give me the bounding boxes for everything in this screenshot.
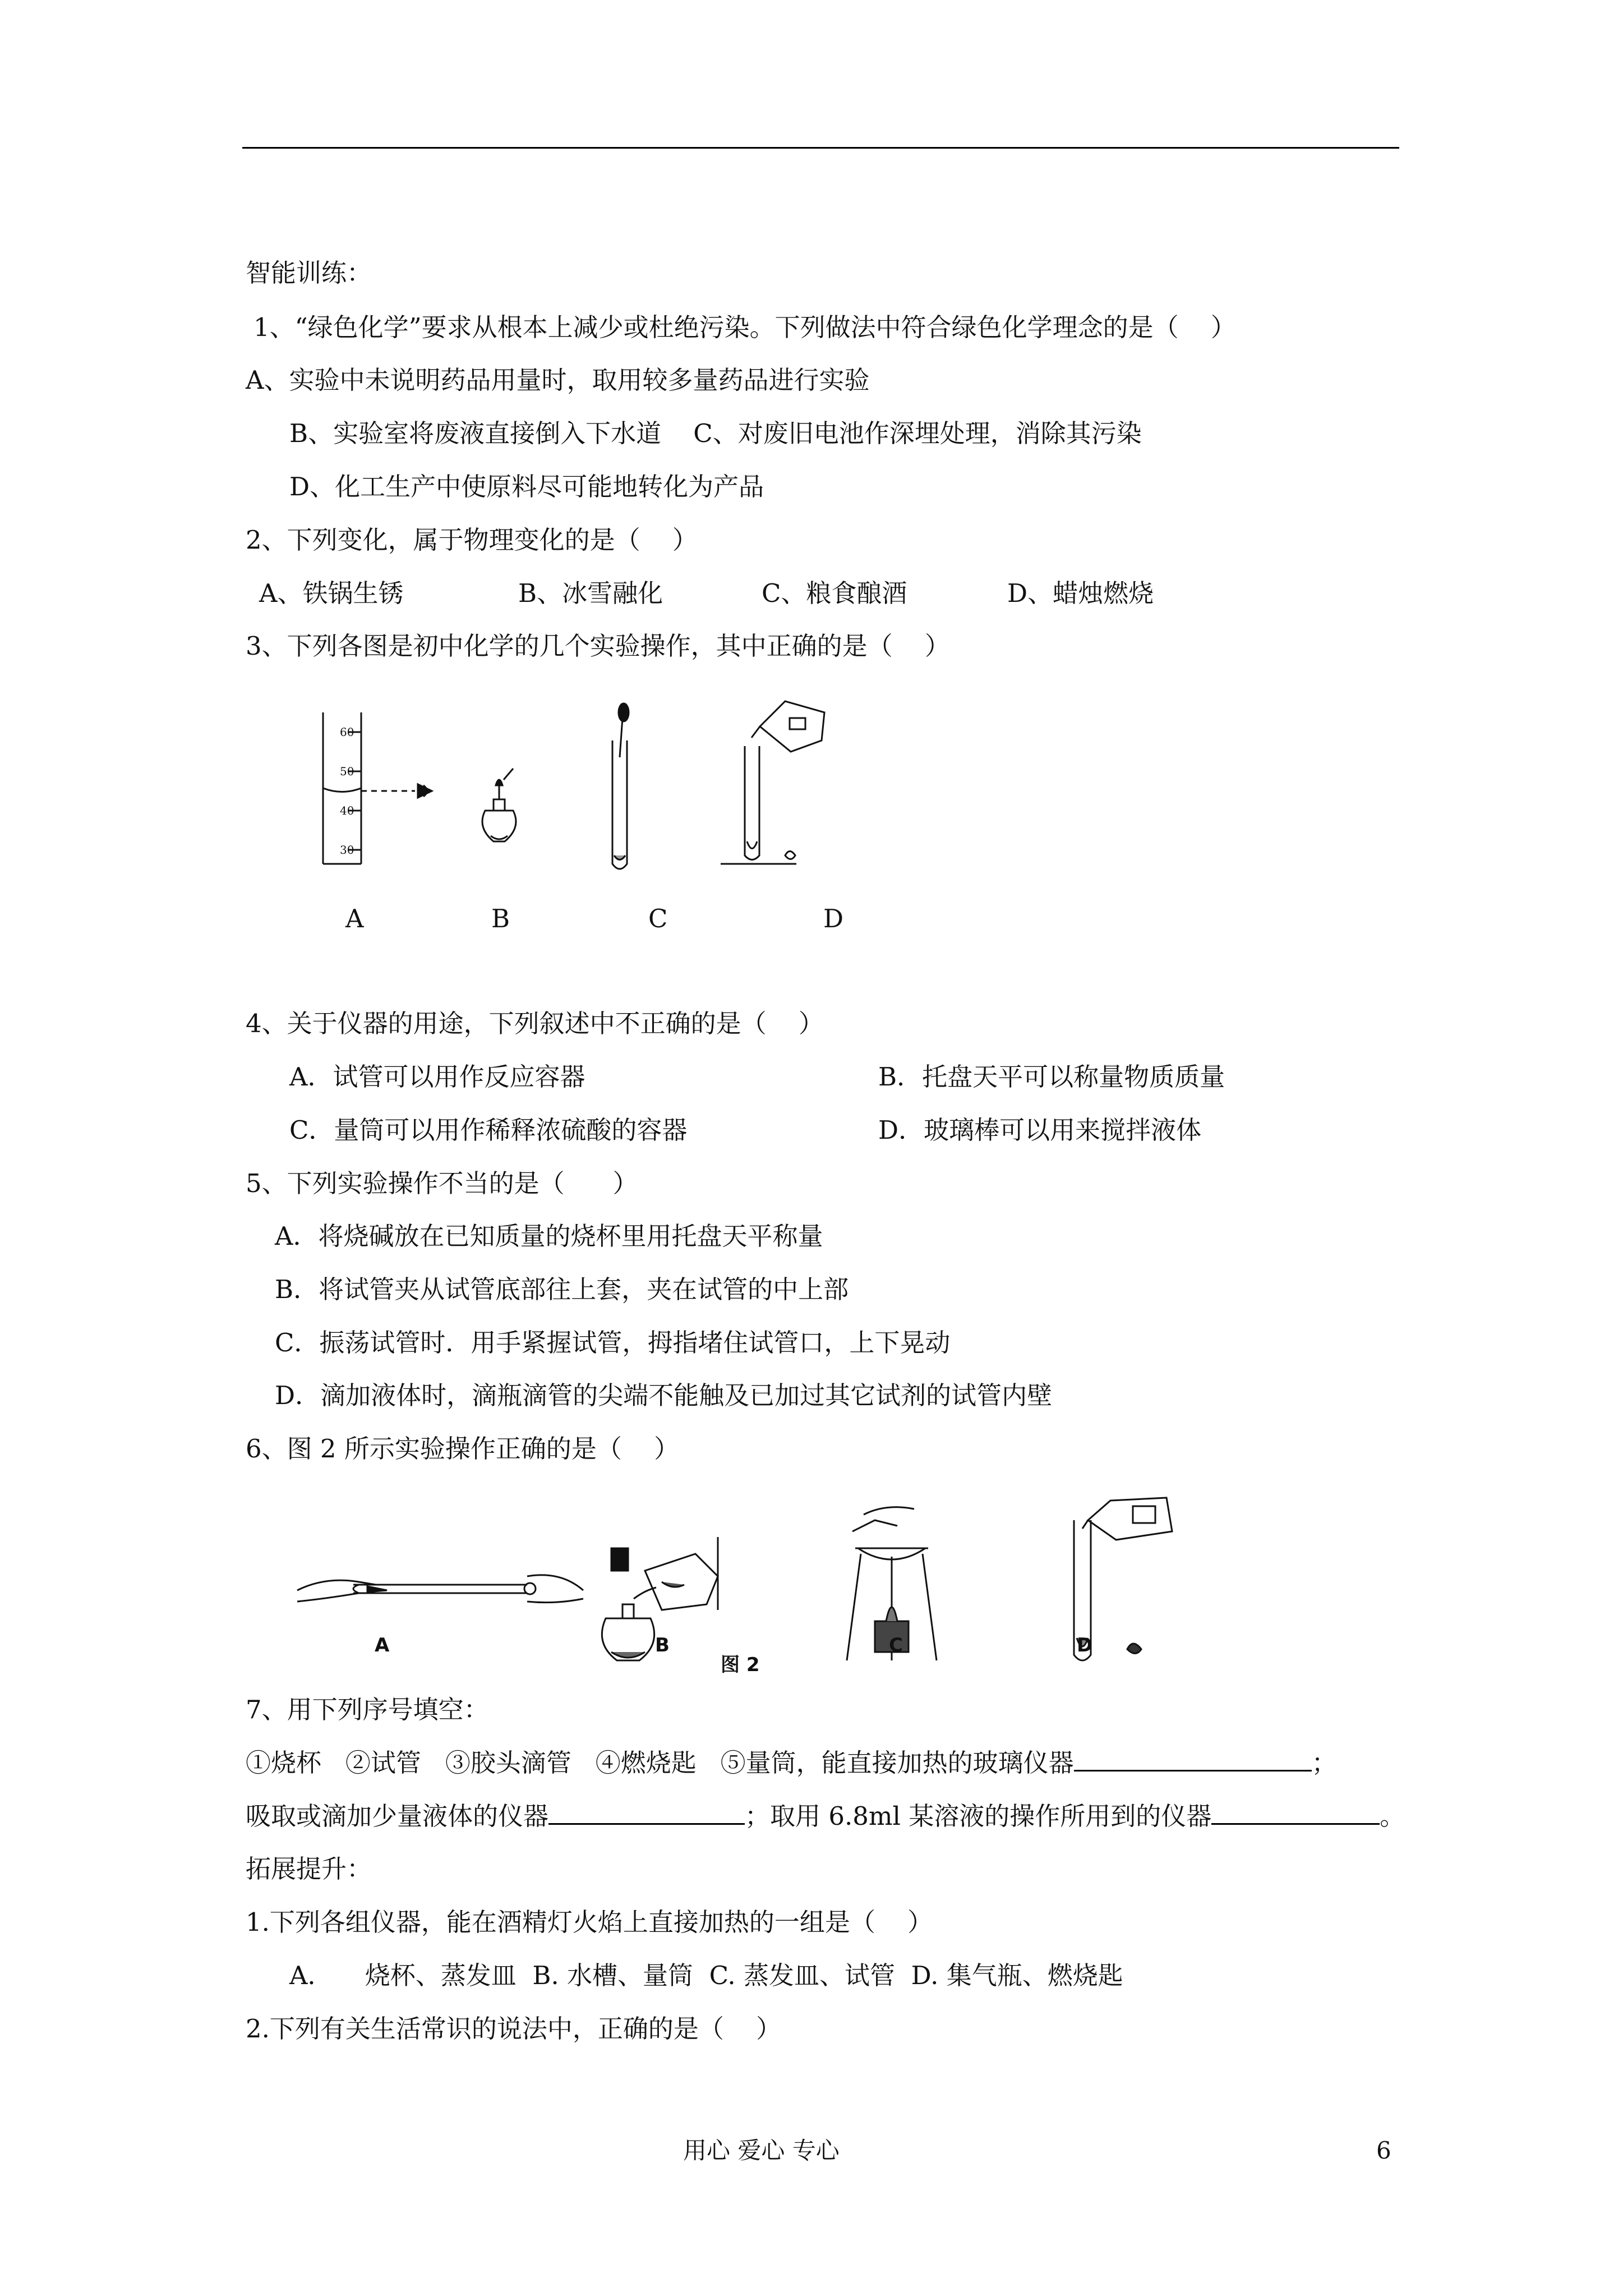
q4-option-c: C．量筒可以用作稀释浓硫酸的容器 xyxy=(289,1115,688,1145)
q6-label-d: D xyxy=(1077,1634,1093,1657)
q4-option-d: D．玻璃棒可以用来搅拌液体 xyxy=(878,1115,1202,1145)
q6-label-b: B xyxy=(655,1634,670,1657)
q2-stem: 2、下列变化，属于物理变化的是（ ） xyxy=(246,525,698,555)
q5-option-b: B．将试管夹从试管底部往上套，夹在试管的中上部 xyxy=(275,1274,849,1304)
e1-options: A． 烧杯、蒸发皿 B. 水槽、量筒 C. 蒸发皿、试管 D. 集气瓶、燃烧匙 xyxy=(289,1961,1123,1990)
q3-label-d: D xyxy=(823,904,844,933)
q3-figure-b-alcohol-lamp xyxy=(482,769,516,841)
page-number: 6 xyxy=(1376,2137,1391,2164)
q3-stem: 3、下列各图是初中化学的几个实验操作，其中正确的是（ ） xyxy=(246,631,950,661)
q6-label-c: C xyxy=(889,1634,903,1657)
q3-label-a: A xyxy=(345,904,364,933)
q1-option-d: D、化工生产中使原料尽可能地转化为产品 xyxy=(289,472,764,501)
q2-option-d: D、蜡烛燃烧 xyxy=(1007,578,1154,608)
q7-line-1 xyxy=(246,1747,1337,1779)
footer-motto: 用心 爱心 专心 xyxy=(683,2137,840,2164)
q6-figure-caption: 图 2 xyxy=(721,1654,760,1676)
q7-line-2b: ；取用 6.8ml 某溶液的操作所用到的仪器 xyxy=(745,1801,1212,1831)
q7-line-1-text: ①烧杯 ②试管 ③胶头滴管 ④燃烧匙 ⑤量筒，能直接加热的玻璃仪器 xyxy=(246,1748,1074,1778)
q7-stem: 7、用下列序号填空： xyxy=(246,1695,489,1724)
q7-line-2-end: 。 xyxy=(1380,1801,1405,1831)
q3-figures xyxy=(292,696,852,898)
section-title: 智能训练： xyxy=(246,258,372,288)
q4-option-a: A．试管可以用作反应容器 xyxy=(289,1062,585,1092)
q2-option-b: B、冰雪融化 xyxy=(518,578,663,608)
q7-line-2a: 吸取或滴加少量液体的仪器 xyxy=(246,1801,549,1831)
answer-blank-measuring[interactable] xyxy=(1211,1801,1380,1825)
q2-option-a: A、铁锅生锈 xyxy=(259,578,404,608)
extension-title: 拓展提升： xyxy=(246,1854,372,1884)
answer-blank-dropper[interactable] xyxy=(548,1801,745,1825)
q5-option-a: A．将烧碱放在已知质量的烧杯里用托盘天平称量 xyxy=(275,1221,823,1251)
e1-stem: 1.下列各组仪器，能在酒精灯火焰上直接加热的一组是（ ） xyxy=(246,1907,933,1937)
q6-figure-a-test-tube xyxy=(297,1575,583,1603)
tick-60: 60 xyxy=(340,725,354,739)
q3-label-b: B xyxy=(491,904,510,933)
q1-option-bc: B、实验室将废液直接倒入下水道 C、对废旧电池作深埋处理，消除其污染 xyxy=(289,418,1142,448)
q4-stem: 4、关于仪器的用途，下列叙述中不正确的是（ ） xyxy=(246,1009,824,1038)
q6-label-a: A xyxy=(375,1634,390,1657)
q1-option-a: A、实验中未说明药品用量时，取用较多量药品进行实验 xyxy=(246,365,870,395)
answer-blank-heatable-glassware[interactable] xyxy=(1074,1747,1312,1772)
tick-40: 40 xyxy=(340,804,354,817)
q3-figure-d-pouring xyxy=(721,701,824,864)
q5-option-c: C．振荡试管时．用手紧握试管，拇指堵住试管口，上下晃动 xyxy=(275,1328,951,1358)
q2-option-c: C、粮食酿酒 xyxy=(762,578,907,608)
q6-stem: 6、图 2 所示实验操作正确的是（ ） xyxy=(246,1434,680,1464)
tick-30: 30 xyxy=(340,843,354,857)
q7-line-2 xyxy=(246,1801,1405,1832)
header-rule xyxy=(242,147,1399,149)
q5-stem: 5、下列实验操作不当的是（ ） xyxy=(246,1168,638,1198)
q3-figure-c-test-tube-dropper xyxy=(612,703,629,869)
q3-label-c: C xyxy=(648,904,668,933)
q7-line-1-end: ； xyxy=(1311,1748,1337,1778)
q1-stem: 1、“绿色化学”要求从根本上减少或杜绝污染。下列做法中符合绿色化学理念的是（ ） xyxy=(253,312,1236,342)
e2-stem: 2.下列有关生活常识的说法中，正确的是（ ） xyxy=(246,2014,782,2044)
tick-50: 50 xyxy=(340,765,354,778)
q4-option-b: B．托盘天平可以称量物质质量 xyxy=(878,1062,1225,1092)
q5-option-d: D．滴加液体时，滴瓶滴管的尖端不能触及已加过其它试剂的试管内壁 xyxy=(275,1381,1053,1410)
